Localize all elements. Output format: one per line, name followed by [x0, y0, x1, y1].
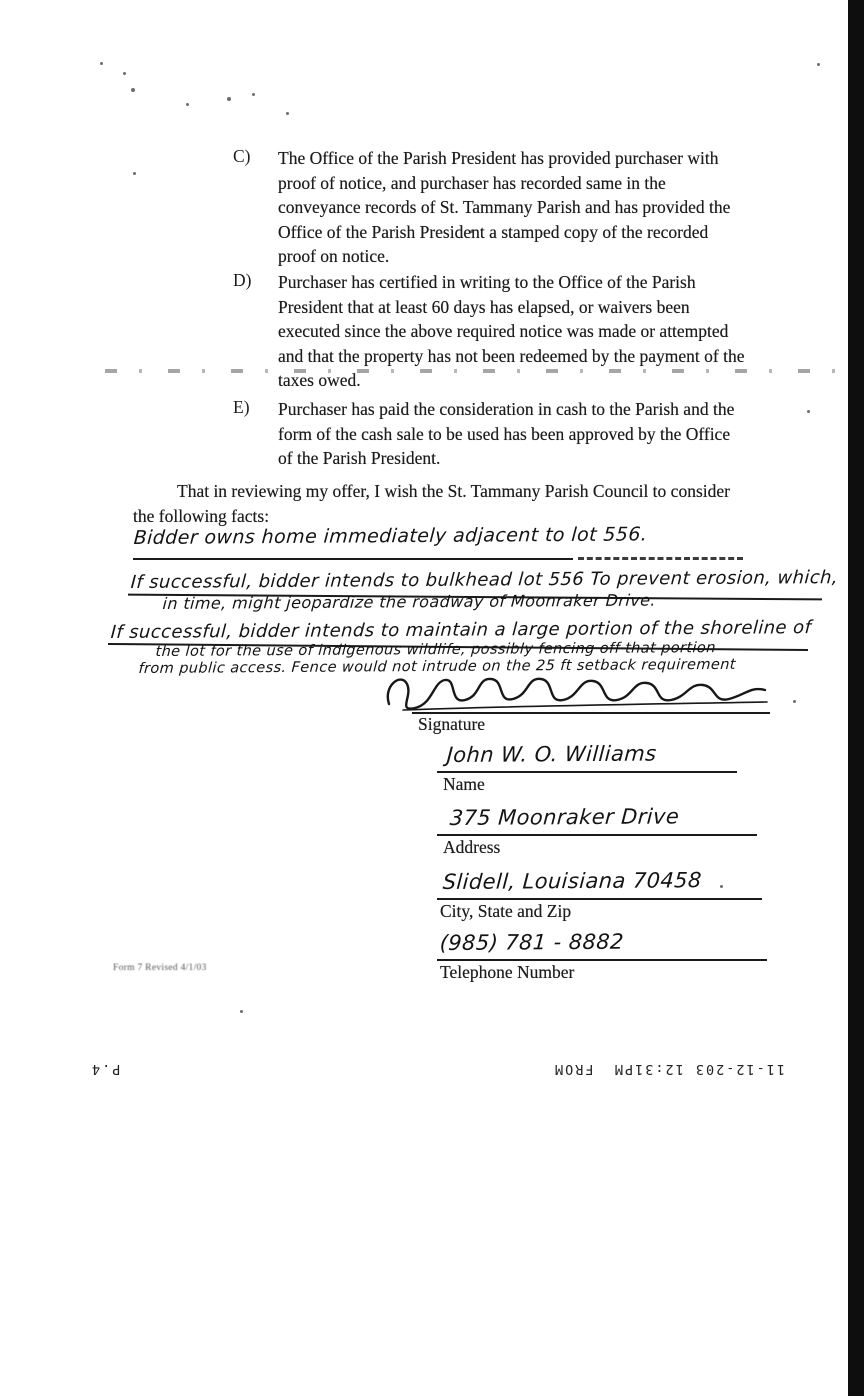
handwritten-underline [133, 558, 573, 560]
scan-speckle [240, 1010, 243, 1013]
form-revision-note: Form 7 Revised 4/1/03 [113, 963, 207, 973]
city-state-zip-value: Slidell, Louisiana 70458 [442, 868, 703, 894]
clause-c [233, 146, 748, 269]
scan-speckle [123, 72, 126, 75]
scan-smudge-line [105, 369, 853, 373]
clause-c-label: C) [233, 146, 251, 166]
signature-label: Signature [418, 714, 486, 734]
fax-timestamp: 11-12-203 12:31PM [612, 1061, 785, 1077]
address-line [437, 834, 757, 836]
scan-speckle [793, 700, 796, 703]
handwritten-fact-2-line-2: in time, might jeopardize the roadway of Moonraker Drive. [162, 590, 657, 613]
name-label: Name [443, 774, 485, 794]
scan-speckle [286, 112, 289, 115]
scan-speckle [100, 62, 103, 65]
city-state-zip-label: City, State and Zip [440, 901, 572, 921]
clause-e-text: Purchaser has paid the consideration in cash to the Parish and the form of the cash sale to be used has been approved by the Office of the Parish President. [278, 399, 735, 468]
city-state-zip-line [437, 898, 762, 900]
scan-speckle [227, 97, 231, 101]
scan-speckle [133, 172, 136, 175]
clause-d [233, 270, 748, 393]
scan-speckle [807, 410, 810, 413]
clause-e-label: E) [233, 397, 250, 417]
name-value: John W. O. Williams [446, 741, 658, 767]
address-value: 375 Moonraker Drive [449, 804, 680, 830]
telephone-value: (985) 781 - 8882 [439, 929, 625, 955]
handwritten-fact-1: Bidder owns home immediately adjacent to lot 556. [133, 523, 649, 549]
scan-edge-bar [848, 0, 864, 1396]
handwritten-fact-3-line-2: the lot for the use of indigenous wildlife, possibly fencing off that portion [155, 640, 717, 660]
clause-d-label: D) [233, 270, 252, 290]
fax-page-number: P.4 [90, 1061, 121, 1077]
fax-timestamp-row [553, 1060, 785, 1078]
scan-speckle [817, 63, 820, 66]
scan-speckle [252, 93, 255, 96]
handwritten-underline-dashed [578, 557, 743, 560]
handwritten-fact-3-line-3: from public access. Fence would not intrude on the 25 ft setback requirement [138, 656, 737, 677]
address-label: Address [443, 837, 501, 857]
clause-d-text: Purchaser has certified in writing to the Office of the Parish President that at least 60 days has elapsed, or waivers been executed since the above required notice was made or attempted and that the property has not been redeemed by the payment of the taxes owed. [278, 272, 745, 390]
clause-e [233, 397, 748, 471]
scan-speckle [186, 103, 189, 106]
intro-paragraph: That in reviewing my offer, I wish the St. Tammany Parish Council to consider the following facts: [133, 481, 730, 526]
telephone-label: Telephone Number [440, 962, 575, 982]
fax-from-label: FROM [553, 1061, 594, 1077]
scan-speckle [131, 88, 135, 92]
handwritten-fact-3-line-1: If successful, bidder intends to maintain a large portion of the shoreline of [110, 617, 812, 643]
name-line [437, 771, 737, 773]
clause-c-text: The Office of the Parish President has provided purchaser with proof of notice, and purchaser has recorded same in the conveyance records of St. Tammany Parish and has provided the Office of the Parish President a stamped copy of the recorded proof on notice. [278, 148, 731, 266]
scan-speckle [720, 885, 723, 888]
telephone-line [437, 959, 767, 961]
handwritten-fact-2-line-1: If successful, bidder intends to bulkhead lot 556 To prevent erosion, which, [130, 567, 839, 593]
